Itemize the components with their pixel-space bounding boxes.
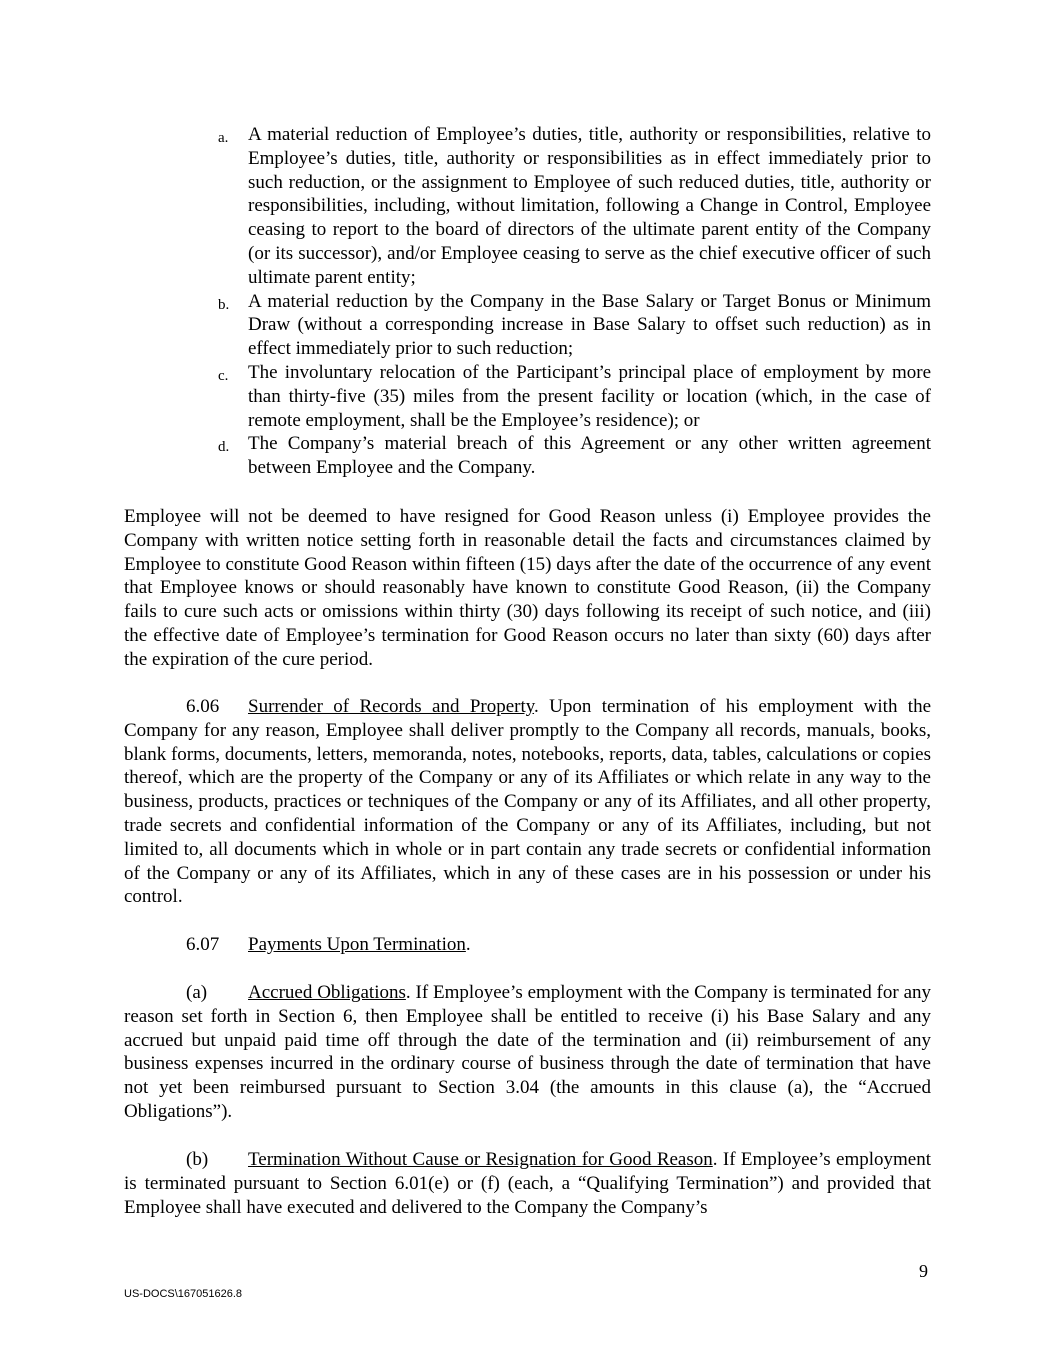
good-reason-list: [218, 123, 931, 480]
page-number: 9: [919, 1261, 928, 1281]
document-id: US-DOCS\167051626.8: [124, 1288, 243, 1300]
subsection-b: [124, 1148, 931, 1219]
section-heading: Surrender of Records and Property: [248, 696, 535, 717]
section-body: . Upon termination of his employment with the Company for any reason, Employee shall deliver promptly to the Company all records, manuals, books, blank forms, documents, letters, memoranda, notes, notebooks, reports, data, tables, calculations or copies thereof, which are the property of the Company or any of its Affiliates or which relate in any way to the business, products, practices or techniques of the Company or any of its Affiliates, and all other property, trade secrets and confidential information of the Company or any of its Affiliates, including, but not limited to, all documents which in whole or in part contain any trade secrets or confidential information of the Company or any of its Affiliates, which in any of these cases are in his possession or under his control.: [124, 696, 931, 908]
list-marker: d.: [218, 439, 230, 456]
section-6-07: [124, 933, 931, 957]
list-marker: a.: [218, 130, 229, 146]
good-reason-paragraph: Employee will not be deemed to have resigned for Good Reason unless (i) Employee provides the Company with written notice setting forth in reasonable detail the facts and circumstances claimed by Employee to constitute Good Reason within fifteen (15) days after the date of the occurrence of any event that Employee knows or should reasonably have known to constitute Good Reason, (ii) the Company fails to cure such acts or omissions within thirty (30) days following its receipt of such notice, and (iii) the effective date of Employee’s termination for Good Reason occurs no later than sixty (60) days after the expiration of the cure period.: [124, 506, 931, 670]
subsection-label: (a): [186, 982, 208, 1003]
subsection-body: . If Employee’s employment with the Company is terminated for any reason set forth in Section 6, then Employee shall be entitled to receive (i) his Base Salary and any accrued but unpaid paid time off through the date of the termination and (ii) reimbursement of any business expenses incurred in the ordinary course of business through the date of termination that have not yet been reimbursed pursuant to Section 3.04 (the amounts in this clause (a), the “Accrued Obligations”).: [124, 982, 932, 1122]
section-number: 6.07: [186, 934, 220, 955]
list-item-text: The involuntary relocation of the Participant’s principal place of employment by more than thirty-five (35) miles from the present facility or location (which, in the case of remote employment, shall be the Employee’s residence); or: [248, 361, 931, 431]
subsection-heading: Termination Without Cause or Resignation for Good Reason: [248, 1149, 713, 1170]
section-heading: Payments Upon Termination: [248, 934, 466, 955]
section-body: .: [465, 934, 471, 955]
list-marker: c.: [218, 367, 229, 384]
list-item-text: A material reduction by the Company in the Base Salary or Target Bonus or Minimum Draw (without a corresponding increase in Base Salary to offset such reduction) as in effect immediately prior to such reduction;: [248, 290, 931, 360]
list-item-text: A material reduction of Employee’s duties, title, authority or responsibilities, relative to Employee’s duties, title, authority or responsibilities as in effect immediately prior to such reduction, or the assignment to Employee of such reduced duties, title, authority or responsibilities, including, without limitation, following a Change in Control, Employee ceasing to report to the board of directors of the ultimate parent entity of the Company (or its successor), and/or Employee ceasing to serve as the chief executive officer of such ultimate parent entity;: [248, 124, 931, 288]
subsection-heading: Accrued Obligations: [248, 982, 406, 1003]
section-6-06: [124, 695, 931, 909]
list-item: [218, 290, 931, 361]
list-item: [218, 432, 931, 480]
list-item-text: The Company’s material breach of this Agreement or any other written agreement between Employee and the Company.: [248, 433, 931, 479]
list-item: [218, 123, 931, 290]
subsection-a: [124, 981, 931, 1124]
subsection-label: (b): [186, 1149, 209, 1170]
section-number: 6.06: [186, 696, 220, 717]
list-marker: b.: [218, 296, 230, 313]
subsection-body: . If Employee’s employment is terminated pursuant to Section 6.01(e) or (f) (each, a “Qualifying Termination”) and provided that Employee shall have executed and delivered to the Company the Company’s: [124, 1149, 931, 1218]
list-item: [218, 361, 931, 432]
